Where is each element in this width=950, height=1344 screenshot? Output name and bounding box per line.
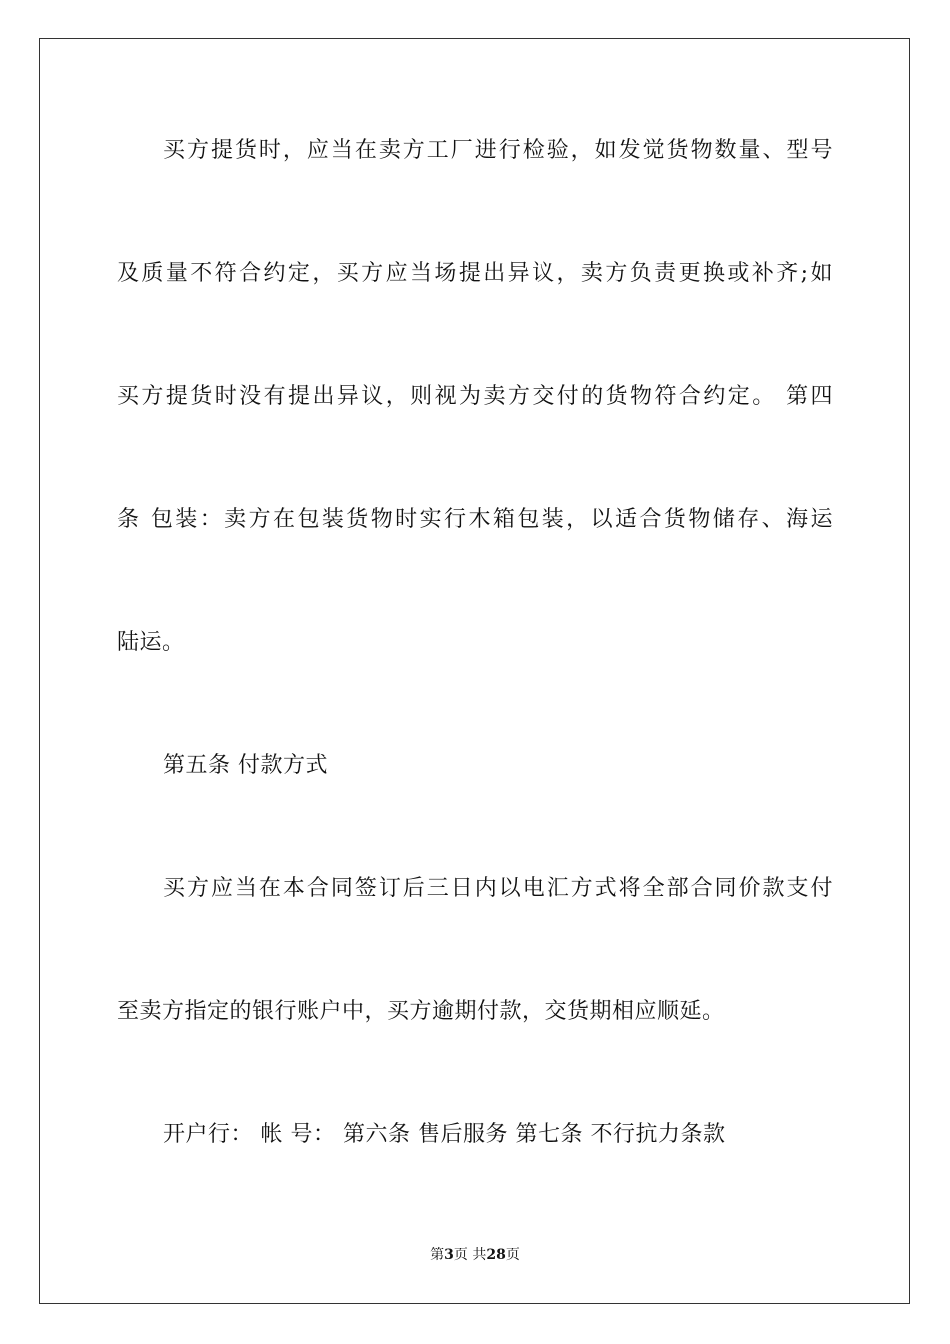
paragraph-line-4: 条 包装：卖方在包装货物时实行木箱包装，以适合货物储存、海运: [117, 507, 833, 532]
footer-mid: 页 共: [453, 1247, 487, 1263]
paragraph-line-8: 至卖方指定的银行账户中，买方逾期付款，交货期相应顺延。: [117, 999, 725, 1024]
paragraph-line-5: 陆运。: [117, 630, 185, 655]
section-heading-payment: 第五条 付款方式: [163, 753, 328, 778]
paragraph-line-2: 及质量不符合约定，买方应当场提出异议，卖方负责更换或补齐;如: [117, 261, 833, 286]
footer-suffix: 页: [505, 1247, 520, 1263]
footer-page-total: 28: [486, 1247, 506, 1263]
page-footer: [0, 1246, 950, 1264]
footer-prefix: 第: [430, 1247, 445, 1263]
page-border: [39, 38, 910, 1304]
footer-page-current: 3: [444, 1247, 454, 1263]
paragraph-line-7: 买方应当在本合同签订后三日内以电汇方式将全部合同价款支付: [163, 876, 833, 901]
paragraph-line-9: 开户行： 帐 号： 第六条 售后服务 第七条 不行抗力条款: [163, 1122, 726, 1147]
paragraph-line-1: 买方提货时，应当在卖方工厂进行检验，如发觉货物数量、型号: [163, 138, 833, 163]
paragraph-line-3: 买方提货时没有提出异议，则视为卖方交付的货物符合约定。 第四: [117, 384, 833, 409]
